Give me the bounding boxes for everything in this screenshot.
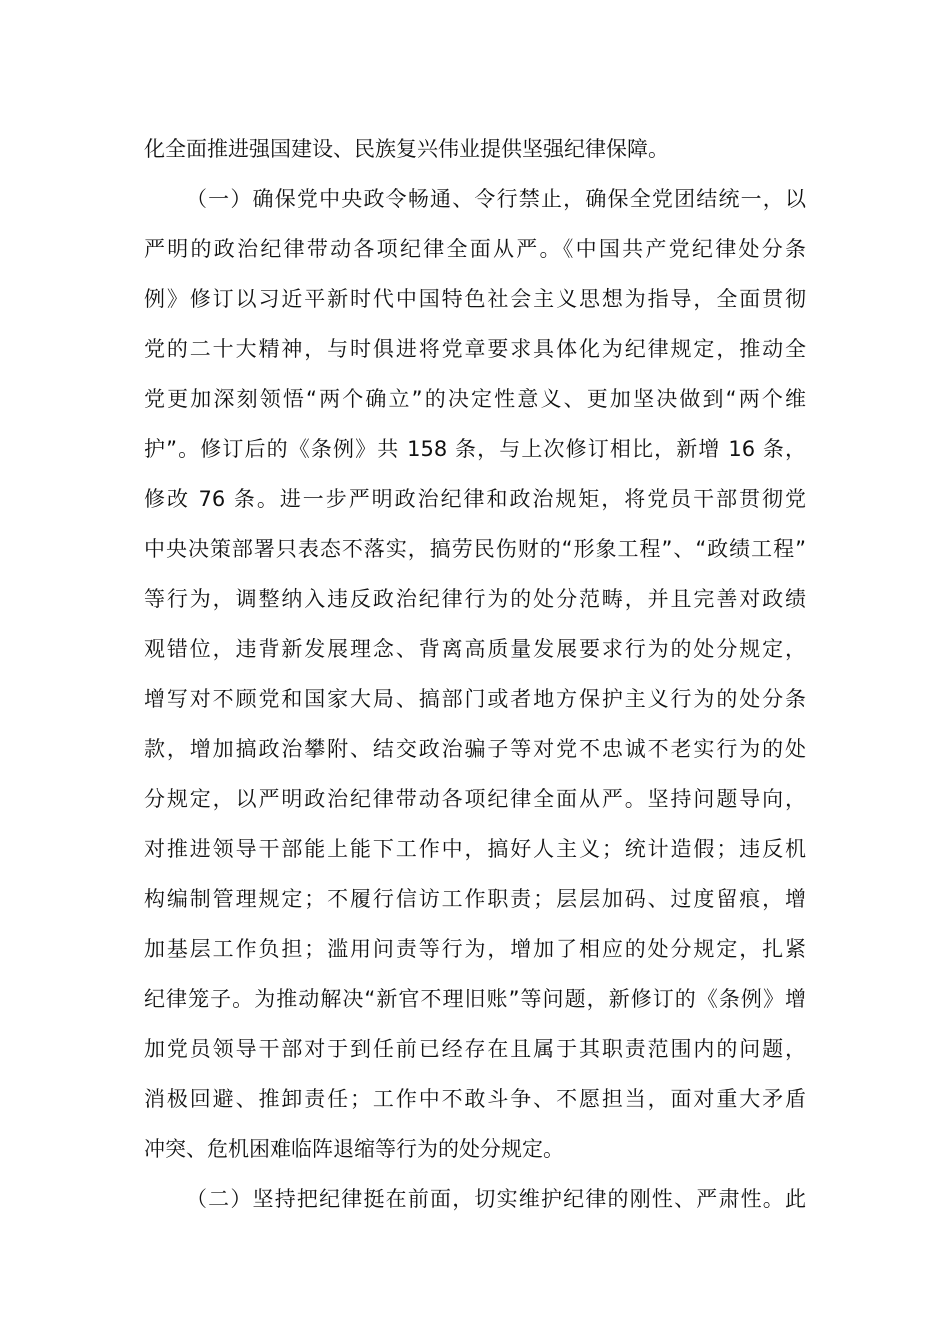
text-line: 消极回避、推卸责任；工作中不敢斗争、不愿担当，面对重大矛盾 [144, 1087, 806, 1111]
text-line: 纪律笼子。为推动解决“新官不理旧账”等问题，新修订的《条例》增 [144, 987, 806, 1011]
text-line: 分规定，以严明政治纪律带动各项纪律全面从严。坚持问题导向， [144, 787, 806, 811]
text-line: 款，增加搞政治攀附、结交政治骗子等对党不忠诚不老实行为的处 [144, 737, 806, 761]
text-line: 对推进领导干部能上能下工作中，搞好人主义；统计造假；违反机 [144, 837, 806, 861]
text-line: 严明的政治纪律带动各项纪律全面从严。《中国共产党纪律处分条 [144, 237, 806, 261]
text-line: 加党员领导干部对于到任前已经存在且属于其职责范围内的问题， [144, 1037, 806, 1061]
text-line: 党的二十大精神，与时俱进将党章要求具体化为纪律规定，推动全 [144, 337, 806, 361]
text-line: 化全面推进强国建设、民族复兴伟业提供坚强纪律保障。 [144, 137, 669, 161]
text-line: 观错位，违背新发展理念、背离高质量发展要求行为的处分规定， [144, 637, 806, 661]
text-line: 修改 76 条。进一步严明政治纪律和政治规矩，将党员干部贯彻党 [144, 487, 806, 511]
text-line: 构编制管理规定；不履行信访工作职责；层层加码、过度留痕，增 [144, 887, 806, 911]
document-body [0, 124, 950, 1224]
text-line: 护”。修订后的《条例》共 158 条，与上次修订相比，新增 16 条， [144, 437, 806, 461]
text-line: 冲突、危机困难临阵退缩等行为的处分规定。 [144, 1137, 564, 1161]
text-line: 加基层工作负担；滥用问责等行为，增加了相应的处分规定，扎紧 [144, 937, 806, 961]
text-line: （二）坚持把纪律挺在前面，切实维护纪律的刚性、严肃性。此 [186, 1187, 806, 1211]
text-line: 例》修订以习近平新时代中国特色社会主义思想为指导，全面贯彻 [144, 287, 806, 311]
text-line: 党更加深刻领悟“两个确立”的决定性意义、更加坚决做到“两个维 [144, 387, 806, 411]
text-line: 等行为，调整纳入违反政治纪律行为的处分范畴，并且完善对政绩 [144, 587, 806, 611]
text-line: 中央决策部署只表态不落实，搞劳民伤财的“形象工程”、“政绩工程” [144, 537, 806, 561]
text-line: 增写对不顾党和国家大局、搞部门或者地方保护主义行为的处分条 [144, 687, 806, 711]
text-line: （一）确保党中央政令畅通、令行禁止，确保全党团结统一，以 [186, 187, 806, 211]
